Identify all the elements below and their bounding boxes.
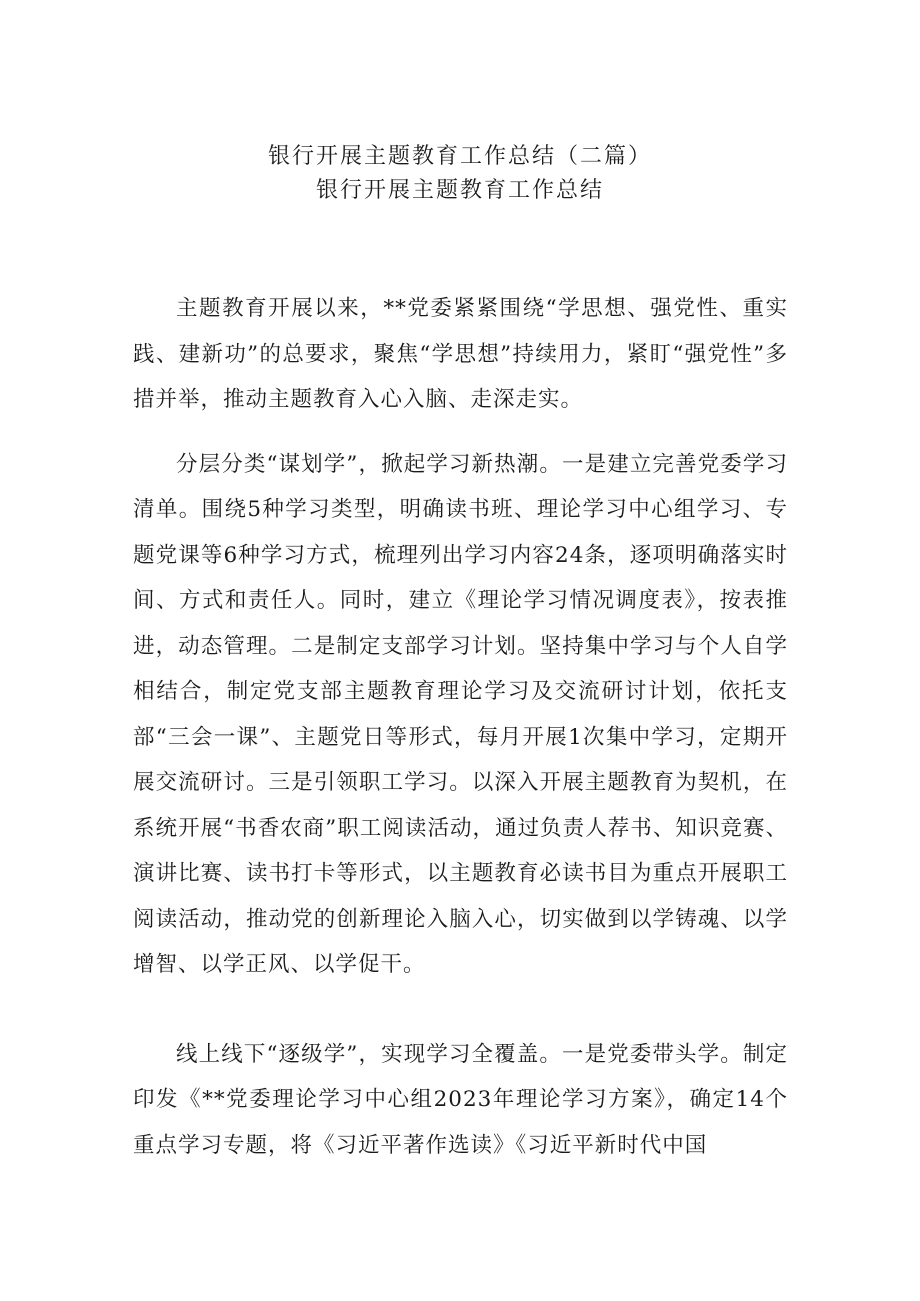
paragraph-online-offline-study: 线上线下“逐级学”，实现学习全覆盖。一是党委带头学。制定印发《**党委理论学习中心组2023年理论学习方案》，确定14个重点学习专题，将《习近平著作选读》《习近平新时代中国 <box>133 1041 788 1158</box>
title-block <box>0 140 920 208</box>
document-body <box>133 286 788 1168</box>
document-title: 银行开展主题教育工作总结（二篇） <box>267 144 652 169</box>
paragraph-planning-study: 分层分类“谋划学”，掀起学习新热潮。一是建立完善党委学习清单。围绕5种学习类型，明确读书班、理论学习中心组学习、专题党课等6种学习方式，梳理列出学习内容24条，逐项明确落实时间、方式和责任人。同时，建立《理论学习情况调度表》，按表推进，动态管理。二是制定支部学习计划。坚持集中学习与个人自学相结合，制定党支部主题教育理论学习及交流研讨计划，依托支部“三会一课”、主题党日等形式，每月开展1次集中学习，定期开展交流研讨。三是引领职工学习。以深入开展主题教育为契机，在系统开展“书香农商”职工阅读活动，通过负责人荐书、知识竞赛、演讲比赛、读书打卡等形式，以主题教育必读书目为重点开展职工阅读活动，推动党的创新理论入脑入心，切实做到以学铸魂、以学增智、以学正风、以学促干。 <box>133 451 788 977</box>
paragraph-intro: 主题教育开展以来，**党委紧紧围绕“学思想、强党性、重实践、建新功”的总要求，聚焦“学思想”持续用力，紧盯“强党性”多措并举，推动主题教育入心入脑、走深走实。 <box>133 296 788 412</box>
document-subtitle: 银行开展主题教育工作总结 <box>315 178 604 203</box>
